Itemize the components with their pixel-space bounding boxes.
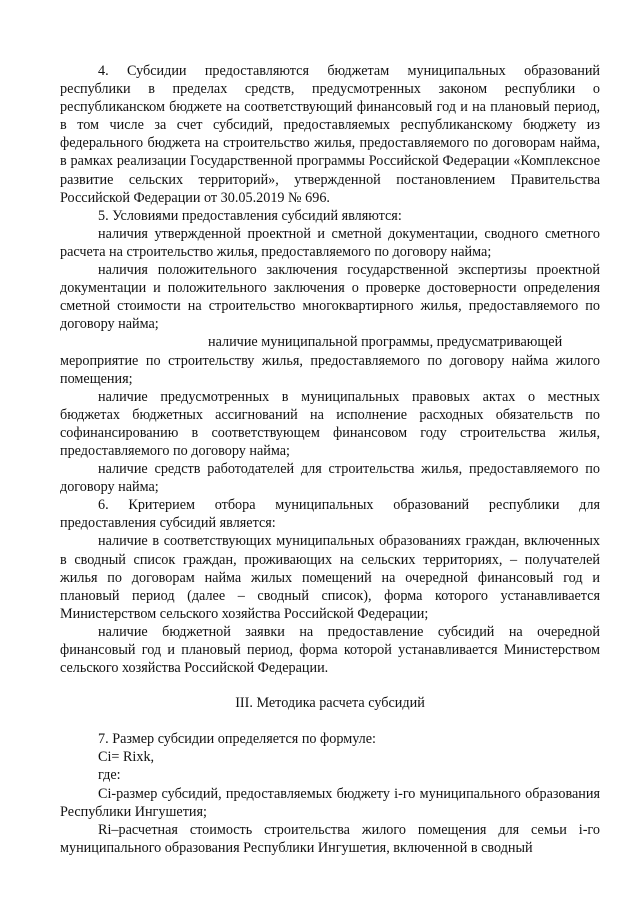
criterion-1: наличие в соответствующих муниципальных образованиях граждан, включенных в сводный список граждан, проживающих на сельских территориях, – получателей жилья по договорам найма жилых помещений на очередной финансовый год и плановый период (далее – сводный список), форма которого устанавливается Министерством сельского хозяйства Российской Федерации; <box>60 533 600 622</box>
definition-ci: Ci-размер субсидий, предоставляемых бюджету i-го муниципального образования Республики Ингушетия; <box>60 785 600 820</box>
condition-3-first-line: наличие муниципальной программы, предусматривающей <box>208 334 563 351</box>
condition-4: наличие предусмотренных в муниципальных правовых актах о местных бюджетах бюджетных ассигнований на исполнение расходных обязательств по софинансированию в соответствующем финансовом году строительства жилья, предоставляемого по договору найма; <box>60 388 600 459</box>
condition-2: наличия положительного заключения государственной экспертизы проектной документации и положительного заключения о проверке достоверности определения сметной стоимости на строительство многоквартирного жилья, предоставляемого по договору найма; <box>60 262 600 333</box>
where-label: где: <box>98 767 121 784</box>
document-page <box>60 62 600 857</box>
section-heading: III. Методика расчета субсидий <box>235 695 425 712</box>
condition-1: наличия утвержденной проектной и сметной документации, сводного сметного расчета на строительство жилья, предоставляемого по договору найма; <box>60 225 600 260</box>
condition-3-rest: мероприятие по строительству жилья, предоставляемого по договору найма жилого помещения; <box>60 352 600 387</box>
condition-5: наличие средств работодателей для строительства жилья, предоставляемого по договору найма; <box>60 461 600 496</box>
paragraph-6: 6. Критерием отбора муниципальных образований республики для предоставления субсидий является: <box>60 497 600 532</box>
definition-ri: Ri–расчетная стоимость строительства жилого помещения для семьи i-го муниципального образования Республики Ингушетия, включенной в сводный <box>60 821 600 856</box>
paragraph-4: 4. Субсидии предоставляются бюджетам муниципальных образований республики в пределах средств, предусмотренных законом республики о республиканском бюджете на соответствующий финансовый год и на плановый период, в том числе за счет субсидий, предоставляемых республиканскому бюджету из федерального бюджета на строительство жилья, предоставляемого по договорам найма, в рамках реализации Государственной программы Российской Федерации «Комплексное развитие сельских территорий», утвержденной постановлением Правительства Российской Федерации от 30.05.2019 № 696. <box>60 63 600 206</box>
criterion-2: наличие бюджетной заявки на предоставление субсидий на очередной финансовый год и плановый период, форма которой устанавливается Министерством сельского хозяйства Российской Федерации. <box>60 623 600 677</box>
formula: Ci= Rixk, <box>98 749 155 766</box>
paragraph-7: 7. Размер субсидии определяется по формуле: <box>98 731 376 748</box>
paragraph-5: 5. Условиями предоставления субсидий являются: <box>98 207 402 224</box>
